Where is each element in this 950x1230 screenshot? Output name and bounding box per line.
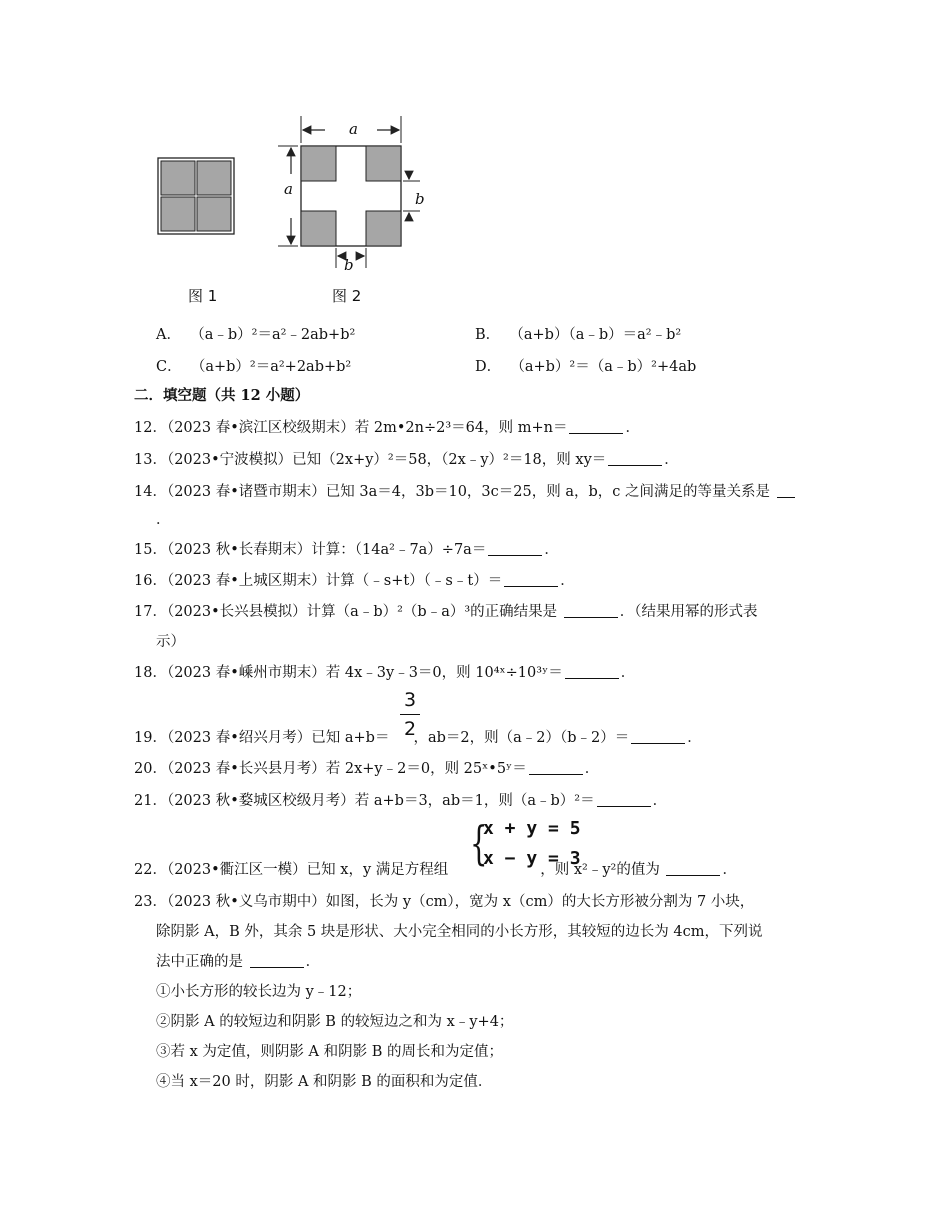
option-b (475, 323, 681, 344)
answer-blank[interactable] (529, 760, 583, 775)
question-13: 13．（2023•宁波模拟）已知（2x+y）²＝58，（2x﹣y）²＝18，则 xy＝ ． (134, 452, 679, 468)
dim-b-right-label: b (415, 190, 425, 208)
figure-1-label: 图 1 (188, 287, 218, 305)
option-c-label: C． (156, 359, 182, 375)
option-a-label: A． (156, 327, 181, 343)
dim-a-left-label: a (284, 180, 293, 198)
question-23-line3: 法中正确的是 ． (156, 954, 321, 970)
question-18: 18．（2023 春•嵊州市期末）若 4x﹣3y﹣3＝0，则 10⁴ˣ÷10³ʸ＝ ． (134, 665, 636, 681)
statement-2: ②阴影 A 的较短边和阴影 B 的较短边之和为 x﹣y+4； (156, 1014, 514, 1030)
answer-blank[interactable] (504, 572, 558, 587)
question-14: 14．（2023 春•诸暨市期末）已知 3a＝4，3b＝10，3c＝25，则 a，b，c 之间满足的等量关系是 (134, 482, 797, 502)
question-21: 21．（2023 秋•婺城区校级月考）若 a+b＝3，ab＝1，则（a﹣b）²＝ ． (134, 793, 668, 809)
question-15: 15．（2023 秋•长春期末）计算：（14a²﹣7a）÷7a＝ ． (134, 542, 559, 558)
statement-4: ④当 x＝20 时，阴影 A 和阴影 B 的面积和为定值． (156, 1074, 493, 1090)
fraction-denominator: 2 (404, 718, 417, 740)
answer-blank[interactable] (250, 953, 304, 968)
answer-blank[interactable] (608, 451, 662, 466)
dim-a-top-label: a (349, 120, 358, 138)
option-c-text: （a+b）²＝a²+2ab+b² (190, 359, 352, 375)
answer-blank[interactable] (488, 541, 542, 556)
answer-blank[interactable] (666, 861, 720, 876)
question-19: 19．（2023 春•绍兴月考）已知 a+b＝ ，ab＝2，则（a﹣2）（b﹣2）＝ ． (134, 730, 702, 746)
answer-blank[interactable] (564, 603, 618, 618)
question-17-cont: 示） (156, 634, 185, 650)
question-14-period: ． (156, 512, 171, 528)
question-20: 20．（2023 春•长兴县月考）若 2x+y﹣2＝0，则 25ˣ•5ʸ＝ ． (134, 761, 600, 777)
option-a (156, 323, 355, 344)
answer-blank[interactable] (569, 419, 623, 434)
option-d-label: D． (475, 359, 502, 375)
dim-b-bottom-label: b (344, 256, 354, 274)
option-d-text: （a+b）²＝（a﹣b）²+4ab (510, 359, 697, 375)
option-c (156, 355, 351, 376)
option-a-text: （a﹣b）²＝a²﹣2ab+b² (190, 327, 356, 343)
system-equation-1: x + y = 5 (483, 818, 581, 839)
answer-blank[interactable] (631, 729, 685, 744)
option-d (475, 355, 696, 376)
option-b-text: （a+b）（a﹣b）＝a²﹣b² (509, 327, 682, 343)
section-2-title: 二．填空题（共 12 小题） (134, 387, 310, 404)
question-16: 16．（2023 春•上城区期末）计算（﹣s+t）（﹣s﹣t）＝ ． (134, 573, 575, 589)
figure-2-label: 图 2 (332, 287, 362, 305)
fraction-numerator: 3 (404, 689, 417, 711)
fraction-bar (400, 714, 420, 715)
system-brace: { (470, 816, 488, 870)
option-b-label: B． (475, 327, 501, 343)
answer-blank[interactable] (597, 792, 651, 807)
answer-blank[interactable] (777, 483, 795, 498)
question-23: 23．（2023 秋•义乌市期中）如图，长为 y（cm），宽为 x（cm）的大长方形被分割为 7 小块， (134, 894, 755, 910)
answer-blank[interactable] (565, 664, 619, 679)
question-23-line2: 除阴影 A，B 外，其余 5 块是形状、大小完全相同的小长方形，其较短的边长为 4cm，下列说 (156, 924, 763, 940)
question-12: 12．（2023 春•滨江区校级期末）若 2m•2n÷2³＝64，则 m+n＝ ． (134, 420, 640, 436)
system-equation-2: x − y = 3 (483, 848, 581, 869)
statement-3: ③若 x 为定值，则阴影 A 和阴影 B 的周长和为定值； (156, 1044, 503, 1060)
figure-1-four-squares (150, 150, 245, 245)
question-17: 17．（2023•长兴县模拟）计算（a﹣b）²（b﹣a）³的正确结果是 ．（结果用幂的形式表 (134, 604, 758, 620)
question-22: 22．（2023•衢江区一模）已知 x，y 满足方程组 ，则 x²﹣y²的值为 ． (134, 862, 737, 878)
statement-1: ①小长方形的较长边为 y﹣12； (156, 984, 362, 1000)
